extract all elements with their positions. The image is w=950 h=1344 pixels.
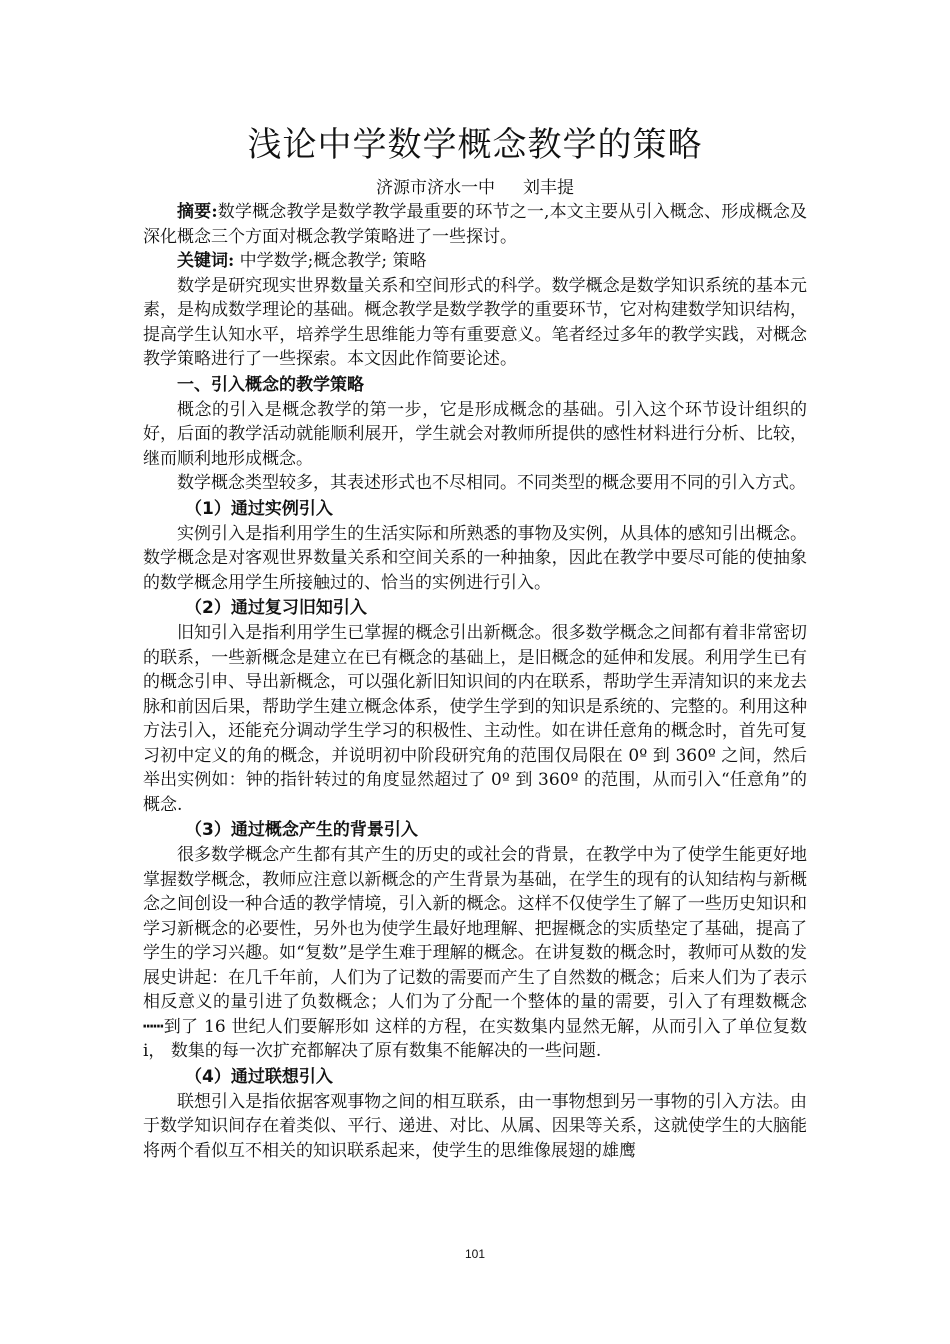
author-name: 刘丰提 bbox=[523, 178, 574, 198]
subsection-paragraph-3: 很多数学概念产生都有其产生的历史的或社会的背景，在教学中为了使学生能更好地掌握数学概念，教师应注意以新概念的产生背景为基础，在学生的现有的认知结构与新概念之间创设一种合适的教学情境，引入新的概念。这样不仅使学生了解了一些历史知识和学习新概念的必要性，另外也为使学生最好地理解、把握概念的实质垫定了基础，提高了学生的学习兴趣。如“复数”是学生难于理解的概念。在讲复数的概念时，教师可从数的发展史讲起：在几千年前，人们为了记数的需要而产生了自然数的概念；后来人们为了表示相反意义的量引进了负数概念；人们为了分配一个整体的量的需要，引入了有理数概念┅┅到了 16 世纪人们要解形如 这样的方程，在实数集内显然无解，从而引入了单位复数 i， 数集的每一次扩充都解决了原有数集不能解决的一些问题. bbox=[143, 845, 807, 1061]
author-affiliation: 济源市济水一中 bbox=[376, 178, 495, 198]
abstract-paragraph bbox=[143, 200, 807, 249]
subsection-paragraph-4: 联想引入是指依据客观事物之间的相互联系，由一事物想到另一事物的引入方法。由于数学知识间存在着类似、平行、递进、对比、从属、因果等关系，这就使学生的大脑能将两个看似互不相关的知识联系起来，使学生的思维像展翅的雄鹰 bbox=[143, 1091, 807, 1161]
keywords-paragraph bbox=[143, 249, 807, 274]
section-heading: 一、引入概念的教学策略 bbox=[177, 374, 364, 395]
subsection-paragraph-1: 实例引入是指利用学生的生活实际和所熟悉的事物及实例，从具体的感知引出概念。数学概念是对客观世界数量关系和空间关系的一种抽象，因此在教学中要尽可能的使抽象的数学概念用学生所接触过的、恰当的实例进行引入。 bbox=[143, 523, 807, 593]
subsection-paragraph-2: 旧知引入是指利用学生已掌握的概念引出新概念。很多数学概念之间都有着非常密切的联系，一些新概念是建立在已有概念的基础上，是旧概念的延伸和发展。利用学生已有的概念引申、导出新概念，可以强化新旧知识间的内在联系，帮助学生弄清知识的来龙去脉和前因后果，帮助学生建立概念体系，使学生学到的知识是系统的、完整的。利用这种方法引入，还能充分调动学生学习的积极性、主动性。如在讲任意角的概念时，首先可复习初中定义的角的概念，并说明初中阶段研究角的范围仅局限在 0º 到 360º 之间，然后举出实例如：钟的指针转过的角度显然超过了 0º 到 360º 的范围，从而引入“任意角”的概念. bbox=[143, 623, 807, 815]
subsection-heading-1: （1）通过实例引入 bbox=[185, 498, 333, 519]
author-line bbox=[143, 176, 807, 200]
intro-paragraph: 数学是研究现实世界数量关系和空间形式的科学。数学概念是数学知识系统的基本元素，是构成数学理论的基础。概念教学是数学教学的重要环节，它对构建数学知识结构，提高学生认知水平，培养学生思维能力等有重要意义。笔者经过多年的教学实践，对概念教学策略进行了一些探索。本文因此作简要论述。 bbox=[143, 275, 807, 369]
page-title: 浅论中学数学概念教学的策略 bbox=[247, 125, 703, 165]
section-paragraph-1: 概念的引入是概念教学的第一步，它是形成概念的基础。引入这个环节设计组织的好，后面的教学活动就能顺利展开，学生就会对教师所提供的感性材料进行分析、比较，继而顺利地形成概念。 bbox=[143, 399, 807, 469]
section-paragraph-2: 数学概念类型较多，其表述形式也不尽相同。不同类型的概念要用不同的引入方式。 bbox=[177, 473, 806, 493]
subsection-heading-3: （3）通过概念产生的背景引入 bbox=[185, 820, 418, 840]
keywords-label: 关键词: bbox=[177, 251, 235, 271]
keywords-text: 中学数学;概念教学; 策略 bbox=[234, 251, 427, 271]
subsection-heading-2: （2）通过复习旧知引入 bbox=[185, 598, 367, 618]
abstract-text: 数学概念教学是数学教学最重要的环节之一,本文主要从引入概念、形成概念及深化概念三个方面对概念教学策略进了一些探讨。 bbox=[143, 202, 807, 247]
subsection-heading-4: （4）通过联想引入 bbox=[185, 1066, 333, 1087]
abstract-label: 摘要: bbox=[177, 202, 218, 222]
page-number: 101 bbox=[464, 1247, 486, 1261]
document-page bbox=[143, 120, 807, 1163]
